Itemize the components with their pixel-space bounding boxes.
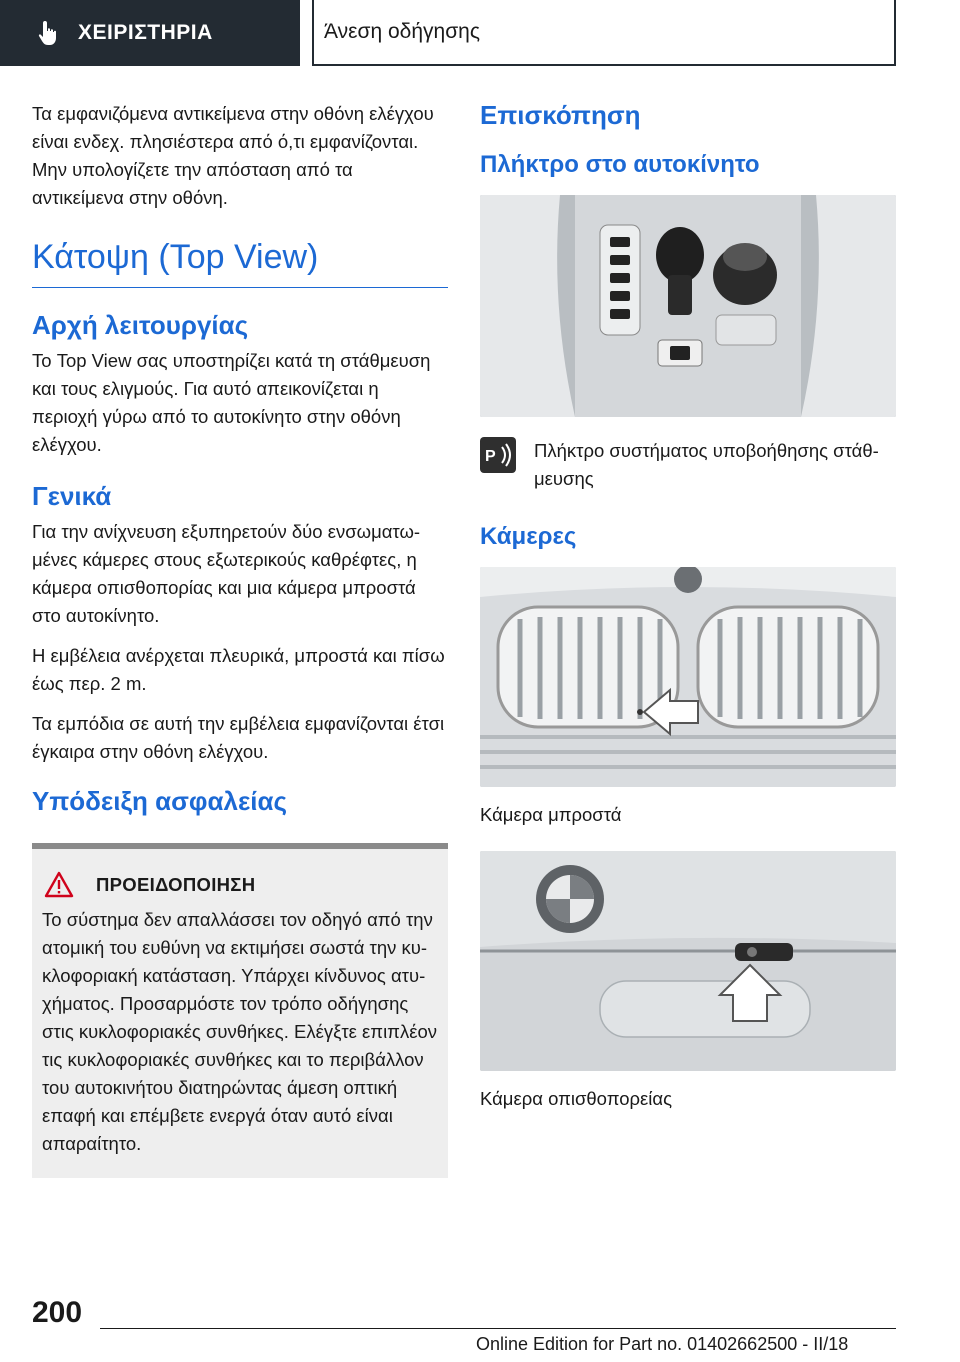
principle-paragraph: Το Top View σας υποστηρίζει κατά τη στάθμευση και τους ελιγμούς. Για αυτό απεικονίζεται η περιοχή γύρω από το αυτοκίνητο στην οθόνη ελέγχου.	[32, 350, 431, 455]
front-camera-image	[480, 567, 896, 787]
caption-front-camera: Κάμερα μπροστά	[480, 804, 622, 825]
warning-triangle-icon	[44, 871, 74, 898]
park-assist-button-icon	[480, 437, 516, 473]
svg-text:P: P	[485, 448, 496, 465]
page-header	[0, 0, 960, 66]
tab-section-title[interactable]	[312, 0, 896, 66]
front-grille-illustration	[480, 567, 896, 787]
page-number: 200	[32, 1296, 83, 1329]
center-console-image	[480, 195, 896, 417]
center-console-illustration	[480, 195, 896, 417]
heading-cameras: Κάμερες	[480, 523, 577, 550]
rear-tailgate-illustration	[480, 851, 896, 1071]
intro-paragraph: Τα εμφανιζόμενα αντικείμενα στην οθόνη ελέγχου είναι ενδεχ. πλησιέστερα από ό,τι εμφανίζονται. Μην υπολογίζετε την απόσταση από τα αντικείμενα στην οθόνη.	[32, 103, 434, 208]
tab-manual-label: ΧΕΙΡΙΣΤΗΡΙΑ	[78, 21, 213, 44]
warning-text: Το σύστημα δεν απαλλάσσει τον οδηγό από την ατομική του ευθύνη να εκτιμήσει σωστά την κυκλοφοριακή κατάσταση. Υπάρχει κίνδυνος ατυχήματος. Προσαρμόστε τον τρόπο οδήγησης στις κυκλοφοριακές συνθήκες. Ελέγξτε επιπλέον τις κυκλοφοριακές συνθήκες και το περιβάλλον του αυτοκινήτου διατηρώντας άμεση οπτική επαφή και επέμβετε ενεργά όταν αυτό είναι απαραίτητο.	[42, 909, 437, 1154]
warning-box	[32, 843, 448, 1178]
heading-button-in-car: Πλήκτρο στο αυτοκίνητο	[480, 151, 760, 178]
tab-manual-controls[interactable]	[0, 0, 300, 66]
legend-text: Πλήκτρο συστήματος υποβοήθησης στάθμευσης	[534, 440, 879, 489]
general-paragraph-3: Τα εμπόδια σε αυτή την εμβέλεια εμφανίζονται έτσι έγκαιρα στην οθόνη ελέγχου.	[32, 713, 445, 762]
warning-title: ΠΡΟΕΙΔΟΠΟΙΗΣΗ	[96, 873, 256, 895]
section-title: Άνεση οδήγησης	[324, 20, 480, 43]
heading-safety: Υπόδειξη ασφαλείας	[32, 786, 288, 816]
right-column	[480, 100, 896, 1113]
caption-rear-camera: Κάμερα οπισθοπορείας	[480, 1088, 672, 1109]
heading-top-view: Κάτοψη (Top View)	[32, 238, 448, 288]
rear-camera-image	[480, 851, 896, 1071]
heading-principle: Αρχή λειτουργίας	[32, 310, 249, 340]
warning-header	[42, 871, 442, 898]
general-paragraph-2: Η εμβέλεια ανέρχεται πλευρικά, μπροστά και πίσω έως περ. 2 m.	[32, 645, 445, 694]
general-paragraph-1: Για την ανίχνευση εξυπηρετούν δύο ενσωματωμένες κάμερες στους εξωτερικούς καθρέφτες, η κάμερα οπισθοπορίας και μια κάμερα μπροστά στο αυτοκίνητο.	[32, 521, 421, 626]
legend-park-assist	[480, 437, 896, 493]
heading-general: Γενικά	[32, 481, 112, 511]
footer-edition: Online Edition for Part no. 01402662500 - II/18	[476, 1334, 849, 1354]
left-column	[32, 100, 448, 1178]
pointing-hand-icon	[34, 18, 64, 48]
footer-divider	[100, 1328, 896, 1329]
heading-overview: Επισκόπηση	[480, 100, 641, 130]
